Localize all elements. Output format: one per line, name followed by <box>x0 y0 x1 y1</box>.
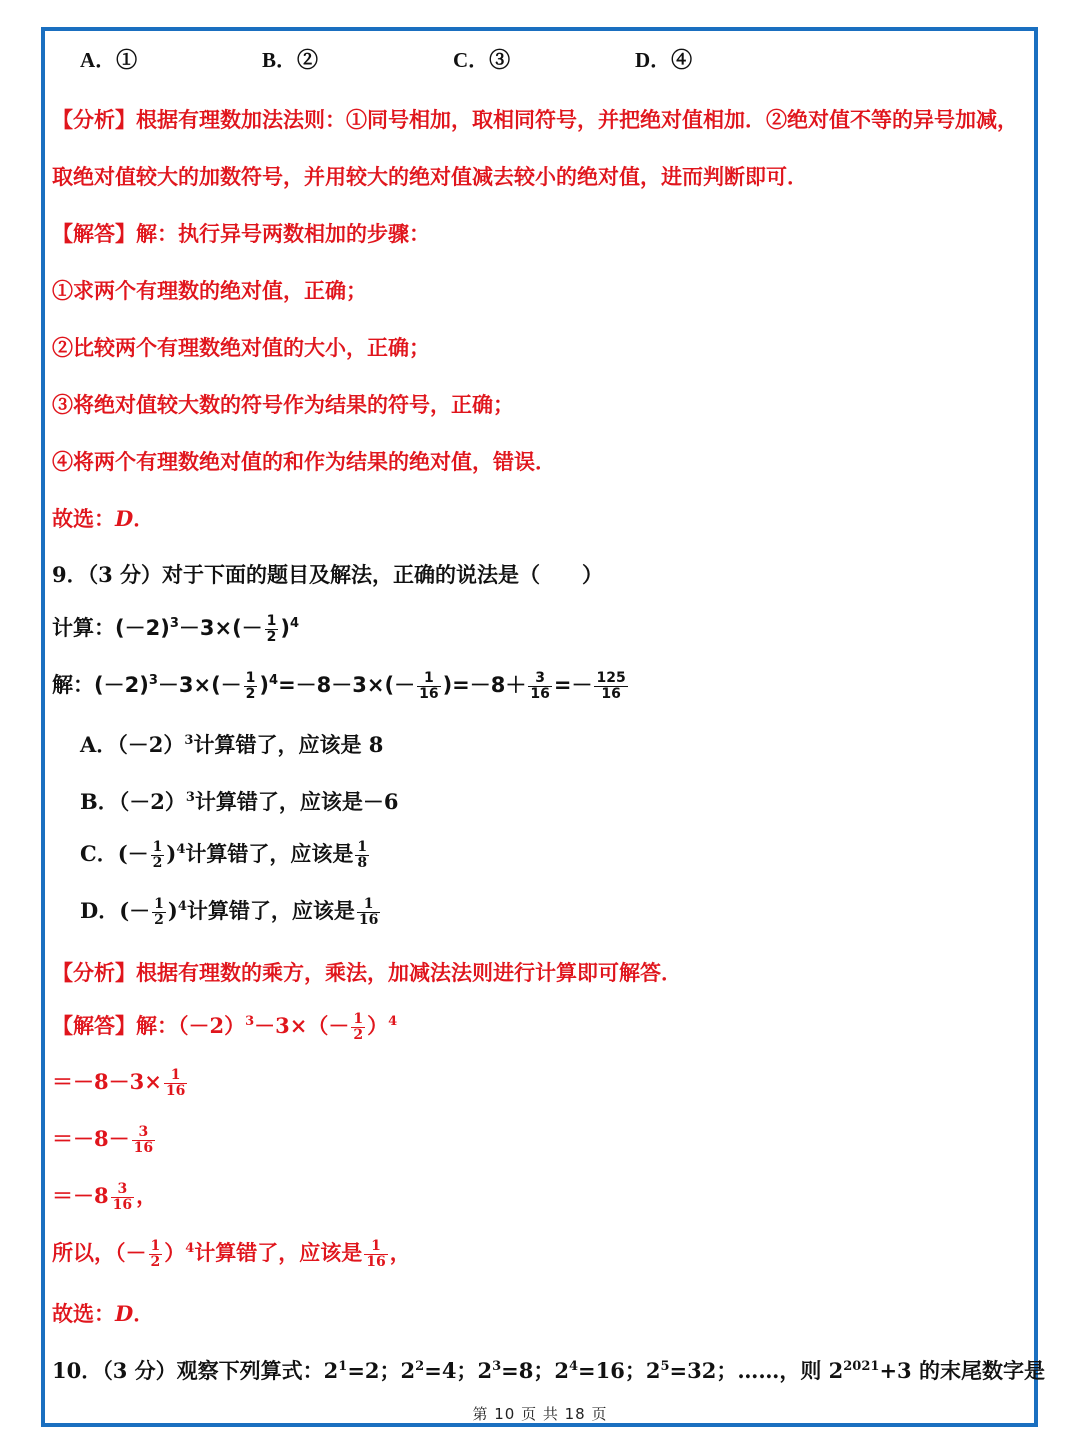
exponent: 4 <box>177 899 187 914</box>
fraction <box>244 671 258 701</box>
q8-option-d: D．④ <box>635 48 693 72</box>
numerator: 1 <box>353 1011 364 1028</box>
choice-suffix: ． <box>133 506 155 531</box>
denominator: 16 <box>112 1197 133 1213</box>
numerator: 1 <box>266 612 277 629</box>
q8-choice <box>52 503 154 533</box>
exponent: 3 <box>184 733 194 748</box>
option-text: 计算错了，应该是 8 <box>193 732 384 757</box>
choice-prefix: 故选： <box>52 1301 115 1326</box>
q9-option-d <box>80 895 382 928</box>
q8-analysis-line1: 【分析】根据有理数加法法则：①同号相加，取相同符号，并把绝对值相加．②绝对值不等的异号加减， <box>52 107 1018 132</box>
numerator: 3 <box>132 1125 155 1141</box>
conclusion-text: ， <box>389 1240 411 1265</box>
fraction <box>528 671 551 701</box>
option-letter: C． <box>80 841 118 866</box>
numerator: 125 <box>596 669 626 686</box>
exponent: 2021 <box>843 1359 880 1374</box>
q9-step-1 <box>52 1066 189 1099</box>
numerator: 1 <box>364 1239 387 1255</box>
q8-option-c: C．③ <box>453 48 511 72</box>
q8-option-a: A．① <box>80 48 138 72</box>
exponent: 4 <box>176 842 186 857</box>
choice-letter: D <box>115 506 134 531</box>
numerator: 1 <box>152 839 163 856</box>
choice-suffix: ． <box>133 1301 155 1326</box>
power-base: 2 <box>645 1358 661 1383</box>
q8-analysis-line2: 取绝对值较大的加数符号，并用较大的绝对值减去较小的绝对值，进而判断即可． <box>52 164 808 189</box>
solution-label: 【解答】解： <box>52 1013 178 1038</box>
q9-analysis: 【分析】根据有理数的乘方，乘法，加减法法则进行计算即可解答． <box>52 960 682 985</box>
conclusion-text: 计算错了，应该是 <box>194 1240 363 1265</box>
q9-calc <box>52 612 299 644</box>
q9-conclusion <box>52 1237 411 1270</box>
power-base: 2 <box>323 1358 339 1383</box>
solution-expression <box>94 669 630 702</box>
q8-step-1: ①求两个有理数的绝对值，正确； <box>52 278 367 303</box>
q9-option-a <box>80 729 383 759</box>
expr-part: －3×(－ <box>178 616 263 640</box>
denominator: 16 <box>358 912 379 928</box>
option-text: ) <box>167 898 178 923</box>
fraction <box>351 1012 365 1042</box>
denominator: 16 <box>133 1140 154 1156</box>
expr-part: ) <box>259 673 270 697</box>
option-text: 计算错了，应该是－6 <box>194 789 399 814</box>
numerator: 1 <box>357 839 368 856</box>
expr-part: (－2) <box>115 616 170 640</box>
solution-label: 解： <box>52 672 94 697</box>
stem-text: +3 的末尾数字是 <box>879 1358 1045 1383</box>
power-value: =2； <box>347 1358 401 1383</box>
expr-part: =－8－3×(－ <box>278 673 416 697</box>
fraction <box>594 671 627 701</box>
fraction <box>357 897 380 927</box>
fraction <box>149 1239 163 1269</box>
q9-solution-expression <box>52 669 630 701</box>
exponent: 3 <box>169 616 179 631</box>
q8-option-b: B．② <box>262 48 319 72</box>
step-text: ， <box>136 1183 158 1208</box>
numerator: 3 <box>111 1182 134 1198</box>
exponent: 3 <box>185 790 195 805</box>
choice-prefix: 故选： <box>52 506 115 531</box>
numerator: 1 <box>245 669 256 686</box>
fraction <box>111 1182 134 1212</box>
q8-solution-intro: 【解答】解：执行异号两数相加的步骤： <box>52 221 430 246</box>
denominator: 16 <box>530 685 550 702</box>
denominator: 8 <box>357 855 368 871</box>
exponent: 4 <box>290 616 300 631</box>
expr-part: （－2） <box>178 1013 246 1038</box>
conclusion-text: 所以，（－ <box>52 1240 147 1265</box>
option-text: (－ <box>117 841 149 866</box>
denominator: 2 <box>353 1027 364 1043</box>
denominator: 16 <box>366 1254 386 1270</box>
page-number: 第 10 页 共 18 页 <box>472 1405 608 1423</box>
power-base: 2 <box>554 1358 569 1383</box>
exponent: 2 <box>415 1359 425 1374</box>
option-text: （－2） <box>117 732 185 757</box>
fraction <box>152 897 166 927</box>
power-base: 2 <box>828 1358 844 1383</box>
q9-choice <box>52 1298 154 1328</box>
denominator: 16 <box>601 685 621 702</box>
expr-part: (－2) <box>94 673 149 697</box>
fraction <box>355 840 369 870</box>
option-text: 计算错了，应该是 <box>185 841 354 866</box>
exponent: 4 <box>269 673 279 688</box>
option-text: 计算错了，应该是 <box>186 898 355 923</box>
fraction <box>417 671 440 701</box>
numerator: 1 <box>164 1068 187 1084</box>
numerator: 1 <box>417 671 440 687</box>
power-base: 2 <box>477 1358 493 1383</box>
denominator: 16 <box>419 685 439 702</box>
option-letter: B． <box>80 789 119 814</box>
expr-part: )=－8＋ <box>442 673 527 697</box>
exponent: 5 <box>660 1359 670 1374</box>
exponent: 4 <box>185 1241 195 1256</box>
stem-text: 10．（3 分）观察下列算式： <box>52 1358 324 1383</box>
expr-part: ) <box>280 616 291 640</box>
q10-stem <box>52 1355 1045 1385</box>
exponent: 4 <box>388 1014 398 1029</box>
fraction <box>164 1068 187 1098</box>
option-text: (－ <box>119 898 151 923</box>
power-value: =32； <box>669 1358 738 1383</box>
exponent: 4 <box>568 1359 578 1374</box>
fraction <box>151 840 165 870</box>
q9-solution-intro <box>52 1010 397 1043</box>
denominator: 2 <box>154 912 164 928</box>
q9-stem: 9．（3 分）对于下面的题目及解法，正确的说法是（ ） <box>52 562 604 587</box>
q8-step-2: ②比较两个有理数绝对值的大小，正确； <box>52 335 430 360</box>
step-text: ＝－8－ <box>52 1126 130 1151</box>
denominator: 2 <box>245 685 256 702</box>
numerator: 1 <box>150 1238 161 1255</box>
fraction <box>132 1125 155 1155</box>
calc-expression <box>115 612 300 645</box>
conclusion-text: ） <box>164 1240 186 1265</box>
q8-step-3: ③将绝对值较大数的符号作为结果的符号，正确； <box>52 392 514 417</box>
exponent: 3 <box>148 673 158 688</box>
calc-label: 计算： <box>52 615 115 640</box>
fraction <box>364 1239 387 1269</box>
option-text: （－2） <box>118 789 186 814</box>
power-value: =16； <box>578 1358 646 1383</box>
choice-letter: D <box>115 1301 134 1326</box>
expr-part: －3×（－ <box>254 1013 350 1038</box>
option-letter: D． <box>80 898 120 923</box>
exponent: 3 <box>492 1359 502 1374</box>
power-base: 2 <box>400 1358 416 1383</box>
expr-part: ） <box>367 1013 389 1038</box>
step-text: ＝－8－3× <box>52 1069 162 1094</box>
q9-step-2 <box>52 1123 157 1156</box>
power-value: =4； <box>424 1358 478 1383</box>
denominator: 16 <box>165 1083 186 1099</box>
fraction <box>265 614 279 644</box>
q9-option-c <box>80 838 371 871</box>
expr-part: －3×(－ <box>157 673 242 697</box>
exponent: 3 <box>245 1014 255 1029</box>
stem-text: ……，则 <box>737 1358 829 1383</box>
q9-step-3 <box>52 1180 157 1213</box>
numerator: 1 <box>154 896 164 913</box>
exponent: 1 <box>338 1359 348 1374</box>
denominator: 2 <box>266 628 277 645</box>
denominator: 2 <box>152 855 163 871</box>
q9-option-b <box>80 786 399 816</box>
q8-step-4: ④将两个有理数绝对值的和作为结果的绝对值，错误． <box>52 449 556 474</box>
expr-part: =－ <box>553 673 593 697</box>
option-letter: A． <box>80 732 118 757</box>
step-text: ＝－8 <box>52 1183 109 1208</box>
power-value: =8； <box>501 1358 555 1383</box>
denominator: 2 <box>150 1254 161 1270</box>
numerator: 1 <box>357 897 380 913</box>
option-text: ) <box>166 841 177 866</box>
numerator: 3 <box>528 671 551 687</box>
